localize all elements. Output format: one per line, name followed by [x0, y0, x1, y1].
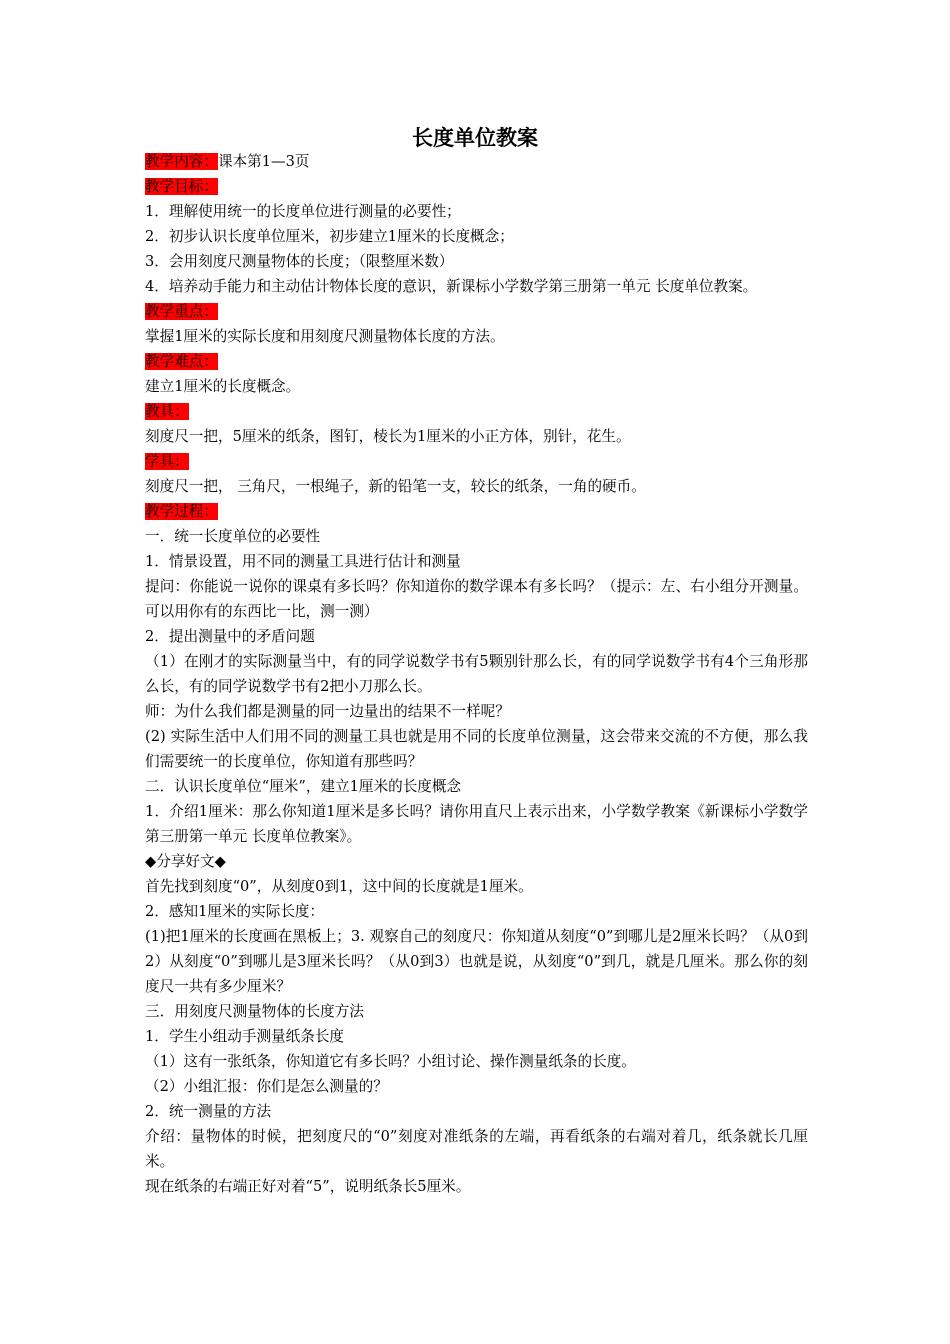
heading-key: 教学重点： — [145, 303, 218, 320]
process-item: 1．介绍1厘米：那么你知道1厘米是多长吗？请你用直尺上表示出来，小学数学教案《新课标小学数学第三册第一单元 长度单位教案》。 — [145, 803, 808, 845]
goal-item: 3．会用刻度尺测量物体的长度；（限整厘米数） — [145, 253, 454, 270]
process-item: （1）这有一张纸条，你知道它有多长吗？小组讨论、操作测量纸条的长度。 — [145, 1053, 636, 1070]
heading-content: 教学内容： — [145, 153, 218, 170]
process-item: 1．学生小组动手测量纸条长度 — [145, 1028, 345, 1045]
difficult-line — [145, 349, 808, 374]
process-item: 提问：你能说一说你的课桌有多长吗？你知道你的数学课本有多长吗？（提示：左、右小组分开测量。可以用你有的东西比一比，测一测） — [145, 578, 808, 620]
heading-goals: 教学目标： — [145, 178, 218, 195]
goal-item: 4．培养动手能力和主动估计物体长度的意识，新课标小学数学第三册第一单元 长度单位教案。 — [145, 278, 758, 295]
goal-item: 2．初步认识长度单位厘米，初步建立1厘米的长度概念； — [145, 228, 514, 245]
student-tools-text: 刻度尺一把， 三角尺，一根绳子，新的铅笔一支，较长的纸条，一角的硬币。 — [145, 478, 646, 495]
document-title: 长度单位教案 — [412, 125, 538, 150]
heading-process: 教学过程： — [145, 503, 218, 520]
goals-line — [145, 174, 808, 199]
heading-student-tools: 学具： — [145, 453, 189, 470]
key-text: 掌握1厘米的实际长度和用刻度尺测量物体长度的方法。 — [145, 328, 505, 345]
process-item: 师：为什么我们都是测量的同一边量出的结果不一样呢？ — [145, 703, 510, 720]
key-line — [145, 299, 808, 324]
process-item: 2．提出测量中的矛盾问题 — [145, 628, 315, 645]
process-item: (1)把1厘米的长度画在黑板上；3. 观察自己的刻度尺：你知道从刻度“0”到哪儿是2厘米长吗？（从0到2）从刻度“0”到哪儿是3厘米长吗？（从0到3）也就是说，从刻度“0”到几，就是几厘米。那么你的刻度尺一共有多少厘米？ — [145, 928, 808, 995]
teacher-tools-line — [145, 399, 808, 424]
heading-difficult: 教学难点： — [145, 353, 218, 370]
process-item: 1．情景设置，用不同的测量工具进行估计和测量 — [145, 553, 461, 570]
student-tools-line — [145, 449, 808, 474]
process-item: 2．统一测量的方法 — [145, 1103, 272, 1120]
process-item: 三．用刻度尺测量物体的长度方法 — [145, 1003, 364, 1020]
document-body — [145, 149, 808, 1199]
goal-item: 1．理解使用统一的长度单位进行测量的必要性； — [145, 203, 461, 220]
process-item: 一．统一长度单位的必要性 — [145, 528, 321, 545]
process-item: 介绍：量物体的时候，把刻度尺的“0”刻度对准纸条的左端，再看纸条的右端对着几，纸条就长几厘米。 — [145, 1128, 808, 1170]
content-text: 课本第1—3页 — [217, 153, 310, 170]
content-line — [145, 149, 808, 174]
process-item: （2）小组汇报：你们是怎么测量的？ — [145, 1078, 388, 1095]
process-item: 首先找到刻度“0”，从刻度0到1，这中间的长度就是1厘米。 — [145, 878, 533, 895]
difficult-text: 建立1厘米的长度概念。 — [145, 378, 301, 395]
process-item: 二．认识长度单位“厘米”，建立1厘米的长度概念 — [145, 778, 462, 795]
process-item: （1）在刚才的实际测量当中，有的同学说数学书有5颗别针那么长，有的同学说数学书有4个三角形那么长，有的同学说数学书有2把小刀那么长。 — [145, 653, 808, 695]
heading-teacher-tools: 教具： — [145, 403, 189, 420]
process-item: (2) 实际生活中人们用不同的测量工具也就是用不同的长度单位测量，这会带来交流的不方便，那么我们需要统一的长度单位，你知道有那些吗？ — [145, 728, 808, 770]
process-item: ◆分享好文◆ — [145, 853, 226, 870]
teacher-tools-text: 刻度尺一把，5厘米的纸条，图钉，棱长为1厘米的小正方体，别针，花生。 — [145, 428, 631, 445]
process-item: 现在纸条的右端正好对着“5”，说明纸条长5厘米。 — [145, 1178, 471, 1195]
process-line — [145, 499, 808, 524]
process-item: 2．感知1厘米的实际长度： — [145, 903, 325, 920]
